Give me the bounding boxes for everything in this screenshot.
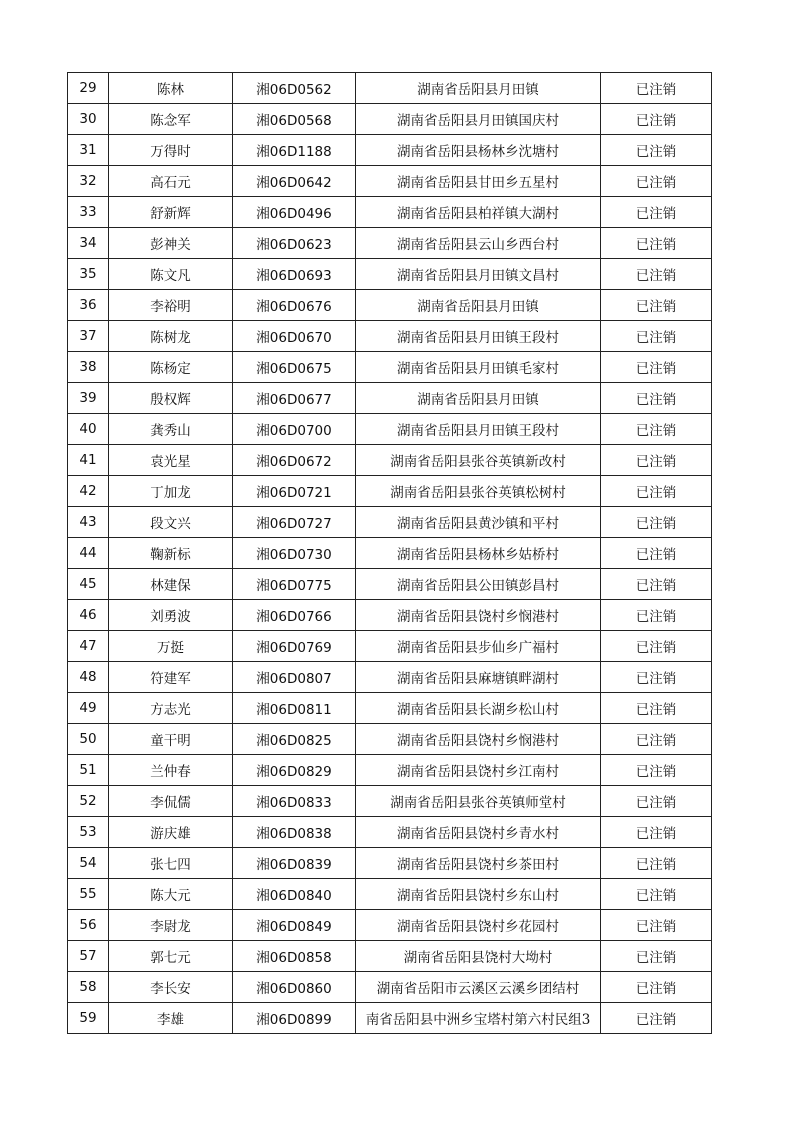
- row-number-cell: 29: [68, 73, 109, 104]
- registration-code-cell: 湘06D0840: [233, 879, 356, 910]
- address-cell: [356, 817, 601, 848]
- person-name-cell: 张七四: [109, 848, 233, 879]
- registration-code-cell: 湘06D0727: [233, 507, 356, 538]
- address-text: 湖南省岳阳县饶村乡青水村: [397, 826, 559, 842]
- person-name-cell: 林建保: [109, 569, 233, 600]
- table-body: [68, 73, 712, 1034]
- row-number-cell: 56: [68, 910, 109, 941]
- address-text: 湖南省岳阳市云溪区云溪乡团结村: [376, 981, 580, 997]
- person-name-cell: 陈文凡: [109, 259, 233, 290]
- registration-code-cell: 湘06D0769: [233, 631, 356, 662]
- address-cell: [356, 507, 601, 538]
- address-text: 湖南省岳阳县月田镇王段村: [397, 330, 559, 346]
- row-number-cell: 52: [68, 786, 109, 817]
- person-name-cell: 李长安: [109, 972, 233, 1003]
- status-cell: 已注销: [601, 445, 712, 476]
- address-text: 湖南省岳阳县月田镇: [417, 82, 539, 98]
- address-text: 湖南省岳阳县张谷英镇师堂村: [390, 795, 566, 811]
- address-text: 湖南省岳阳县饶村乡江南村: [397, 764, 559, 780]
- row-number-cell: 55: [68, 879, 109, 910]
- status-cell: 已注销: [601, 817, 712, 848]
- person-name-cell: 彭神关: [109, 228, 233, 259]
- person-name-cell: 陈念军: [109, 104, 233, 135]
- address-text: 湖南省岳阳县月田镇毛家村: [397, 361, 559, 377]
- address-text: 湖南省岳阳县杨林乡沈塘村: [397, 144, 559, 160]
- person-name-cell: 高石元: [109, 166, 233, 197]
- status-cell: 已注销: [601, 631, 712, 662]
- row-number-cell: 49: [68, 693, 109, 724]
- table-row: [68, 290, 712, 321]
- address-text: 湖南省岳阳县张谷英镇新改村: [390, 454, 566, 470]
- person-name-cell: 童干明: [109, 724, 233, 755]
- address-cell: [356, 724, 601, 755]
- address-text: 湖南省岳阳县麻塘镇畔湖村: [397, 671, 559, 687]
- status-cell: 已注销: [601, 1003, 712, 1034]
- person-name-cell: 兰仲春: [109, 755, 233, 786]
- address-cell: [356, 352, 601, 383]
- address-text: 湖南省岳阳县公田镇彭昌村: [397, 578, 559, 594]
- registration-code-cell: 湘06D0899: [233, 1003, 356, 1034]
- row-number-cell: 39: [68, 383, 109, 414]
- registration-code-cell: 湘06D0568: [233, 104, 356, 135]
- address-cell: [356, 383, 601, 414]
- registration-code-cell: 湘06D0672: [233, 445, 356, 476]
- table-row: [68, 786, 712, 817]
- status-cell: 已注销: [601, 724, 712, 755]
- address-cell: [356, 290, 601, 321]
- status-cell: 已注销: [601, 538, 712, 569]
- row-number-cell: 48: [68, 662, 109, 693]
- registration-code-cell: 湘06D0693: [233, 259, 356, 290]
- registration-code-cell: 湘06D0700: [233, 414, 356, 445]
- registration-code-cell: 湘06D1188: [233, 135, 356, 166]
- table-row: [68, 910, 712, 941]
- person-name-cell: 段文兴: [109, 507, 233, 538]
- registration-code-cell: 湘06D0833: [233, 786, 356, 817]
- status-cell: 已注销: [601, 352, 712, 383]
- status-cell: 已注销: [601, 569, 712, 600]
- person-name-cell: 舒新辉: [109, 197, 233, 228]
- registration-code-cell: 湘06D0642: [233, 166, 356, 197]
- address-text: 湖南省岳阳县柏祥镇大湖村: [397, 206, 559, 222]
- row-number-cell: 46: [68, 600, 109, 631]
- status-cell: 已注销: [601, 693, 712, 724]
- address-cell: [356, 445, 601, 476]
- row-number-cell: 35: [68, 259, 109, 290]
- address-cell: [356, 848, 601, 879]
- row-number-cell: 33: [68, 197, 109, 228]
- status-cell: 已注销: [601, 507, 712, 538]
- status-cell: 已注销: [601, 910, 712, 941]
- address-cell: [356, 972, 601, 1003]
- status-cell: 已注销: [601, 228, 712, 259]
- table-row: [68, 879, 712, 910]
- row-number-cell: 38: [68, 352, 109, 383]
- address-cell: [356, 197, 601, 228]
- row-number-cell: 58: [68, 972, 109, 1003]
- address-text: 湖南省岳阳县饶村乡悯港村: [397, 733, 559, 749]
- person-name-cell: 游庆雄: [109, 817, 233, 848]
- status-cell: 已注销: [601, 972, 712, 1003]
- row-number-cell: 47: [68, 631, 109, 662]
- address-text: 湖南省岳阳县月田镇: [417, 299, 539, 315]
- address-cell: [356, 104, 601, 135]
- person-name-cell: 陈林: [109, 73, 233, 104]
- table-row: [68, 662, 712, 693]
- address-text: 湖南省岳阳县饶村大坳村: [403, 950, 553, 966]
- address-cell: [356, 259, 601, 290]
- registration-code-cell: 湘06D0496: [233, 197, 356, 228]
- address-text: 湖南省岳阳县张谷英镇松树村: [390, 485, 566, 501]
- person-name-cell: 袁光星: [109, 445, 233, 476]
- table-row: [68, 166, 712, 197]
- table-row: [68, 724, 712, 755]
- status-cell: 已注销: [601, 259, 712, 290]
- row-number-cell: 40: [68, 414, 109, 445]
- address-cell: [356, 600, 601, 631]
- status-cell: 已注销: [601, 104, 712, 135]
- registration-code-cell: 湘06D0677: [233, 383, 356, 414]
- person-name-cell: 李裕明: [109, 290, 233, 321]
- row-number-cell: 36: [68, 290, 109, 321]
- address-text: 湖南省岳阳县饶村乡茶田村: [397, 857, 559, 873]
- registration-code-cell: 湘06D0623: [233, 228, 356, 259]
- person-name-cell: 符建军: [109, 662, 233, 693]
- address-text: 湖南省岳阳县步仙乡广福村: [397, 640, 559, 656]
- status-cell: 已注销: [601, 476, 712, 507]
- table-row: [68, 476, 712, 507]
- status-cell: 已注销: [601, 135, 712, 166]
- address-text: 湖南省岳阳县杨林乡姑桥村: [397, 547, 559, 563]
- status-cell: 已注销: [601, 321, 712, 352]
- status-cell: 已注销: [601, 166, 712, 197]
- table-row: [68, 445, 712, 476]
- row-number-cell: 41: [68, 445, 109, 476]
- table-row: [68, 600, 712, 631]
- row-number-cell: 42: [68, 476, 109, 507]
- address-text: 湖南省岳阳县月田镇文昌村: [397, 268, 559, 284]
- status-cell: 已注销: [601, 786, 712, 817]
- row-number-cell: 57: [68, 941, 109, 972]
- address-text: 湖南省岳阳县饶村乡东山村: [397, 888, 559, 904]
- person-name-cell: 陈大元: [109, 879, 233, 910]
- row-number-cell: 43: [68, 507, 109, 538]
- table-row: [68, 197, 712, 228]
- address-cell: [356, 910, 601, 941]
- address-text: 湖南省岳阳县黄沙镇和平村: [397, 516, 559, 532]
- address-cell: [356, 1003, 601, 1034]
- person-name-cell: 万挺: [109, 631, 233, 662]
- registration-code-cell: 湘06D0829: [233, 755, 356, 786]
- table-row: [68, 941, 712, 972]
- address-cell: [356, 538, 601, 569]
- person-name-cell: 丁加龙: [109, 476, 233, 507]
- status-cell: 已注销: [601, 383, 712, 414]
- address-cell: [356, 414, 601, 445]
- table-row: [68, 1003, 712, 1034]
- person-name-cell: 龚秀山: [109, 414, 233, 445]
- status-cell: 已注销: [601, 662, 712, 693]
- table-row: [68, 104, 712, 135]
- registration-code-cell: 湘06D0766: [233, 600, 356, 631]
- registration-code-cell: 湘06D0811: [233, 693, 356, 724]
- address-cell: [356, 879, 601, 910]
- address-cell: [356, 166, 601, 197]
- table-row: [68, 414, 712, 445]
- person-name-cell: 郭七元: [109, 941, 233, 972]
- person-name-cell: 方志光: [109, 693, 233, 724]
- address-cell: [356, 662, 601, 693]
- table-row: [68, 73, 712, 104]
- status-cell: 已注销: [601, 941, 712, 972]
- address-cell: [356, 321, 601, 352]
- table-row: [68, 972, 712, 1003]
- row-number-cell: 37: [68, 321, 109, 352]
- address-text: 湖南省岳阳县云山乡西台村: [397, 237, 559, 253]
- status-cell: 已注销: [601, 73, 712, 104]
- table-row: [68, 507, 712, 538]
- table-row: [68, 848, 712, 879]
- status-cell: 已注销: [601, 197, 712, 228]
- table-row: [68, 321, 712, 352]
- registration-code-cell: 湘06D0676: [233, 290, 356, 321]
- table-row: [68, 569, 712, 600]
- address-text: 湖南省岳阳县饶村乡悯港村: [397, 609, 559, 625]
- address-cell: [356, 786, 601, 817]
- address-cell: [356, 755, 601, 786]
- registration-code-cell: 湘06D0825: [233, 724, 356, 755]
- registration-code-cell: 湘06D0858: [233, 941, 356, 972]
- table-row: [68, 817, 712, 848]
- table-row: [68, 259, 712, 290]
- status-cell: 已注销: [601, 600, 712, 631]
- row-number-cell: 53: [68, 817, 109, 848]
- registry-table: [67, 72, 712, 1034]
- person-name-cell: 陈杨定: [109, 352, 233, 383]
- address-text: 湖南省岳阳县长湖乡松山村: [397, 702, 559, 718]
- table-row: [68, 538, 712, 569]
- row-number-cell: 30: [68, 104, 109, 135]
- person-name-cell: 陈树龙: [109, 321, 233, 352]
- row-number-cell: 44: [68, 538, 109, 569]
- table-row: [68, 631, 712, 662]
- row-number-cell: 51: [68, 755, 109, 786]
- registration-code-cell: 湘06D0675: [233, 352, 356, 383]
- person-name-cell: 李侃儒: [109, 786, 233, 817]
- registration-code-cell: 湘06D0775: [233, 569, 356, 600]
- status-cell: 已注销: [601, 290, 712, 321]
- registration-code-cell: 湘06D0849: [233, 910, 356, 941]
- status-cell: 已注销: [601, 414, 712, 445]
- person-name-cell: 李雄: [109, 1003, 233, 1034]
- address-text: 湖南省岳阳县月田镇王段村: [397, 423, 559, 439]
- status-cell: 已注销: [601, 879, 712, 910]
- address-cell: [356, 693, 601, 724]
- registration-code-cell: 湘06D0838: [233, 817, 356, 848]
- address-cell: [356, 941, 601, 972]
- row-number-cell: 50: [68, 724, 109, 755]
- status-cell: 已注销: [601, 848, 712, 879]
- table-row: [68, 755, 712, 786]
- table-row: [68, 228, 712, 259]
- registration-code-cell: 湘06D0839: [233, 848, 356, 879]
- registration-code-cell: 湘06D0730: [233, 538, 356, 569]
- person-name-cell: 殷权辉: [109, 383, 233, 414]
- address-cell: [356, 73, 601, 104]
- address-cell: [356, 631, 601, 662]
- address-cell: [356, 569, 601, 600]
- row-number-cell: 45: [68, 569, 109, 600]
- registration-code-cell: 湘06D0860: [233, 972, 356, 1003]
- row-number-cell: 59: [68, 1003, 109, 1034]
- address-text: 南省岳阳县中洲乡宝塔村第六村民组3: [365, 1012, 591, 1028]
- address-text: 湖南省岳阳县甘田乡五星村: [397, 175, 559, 191]
- row-number-cell: 31: [68, 135, 109, 166]
- person-name-cell: 李尉龙: [109, 910, 233, 941]
- table-row: [68, 135, 712, 166]
- registration-code-cell: 湘06D0807: [233, 662, 356, 693]
- person-name-cell: 鞠新标: [109, 538, 233, 569]
- row-number-cell: 54: [68, 848, 109, 879]
- registration-code-cell: 湘06D0721: [233, 476, 356, 507]
- registration-code-cell: 湘06D0670: [233, 321, 356, 352]
- row-number-cell: 32: [68, 166, 109, 197]
- address-text: 湖南省岳阳县饶村乡花园村: [397, 919, 559, 935]
- table-row: [68, 352, 712, 383]
- status-cell: 已注销: [601, 755, 712, 786]
- address-text: 湖南省岳阳县月田镇: [417, 392, 539, 408]
- person-name-cell: 刘勇波: [109, 600, 233, 631]
- person-name-cell: 万得时: [109, 135, 233, 166]
- address-cell: [356, 228, 601, 259]
- table-row: [68, 383, 712, 414]
- address-cell: [356, 476, 601, 507]
- registration-code-cell: 湘06D0562: [233, 73, 356, 104]
- row-number-cell: 34: [68, 228, 109, 259]
- address-text: 湖南省岳阳县月田镇国庆村: [397, 113, 559, 129]
- address-cell: [356, 135, 601, 166]
- table-row: [68, 693, 712, 724]
